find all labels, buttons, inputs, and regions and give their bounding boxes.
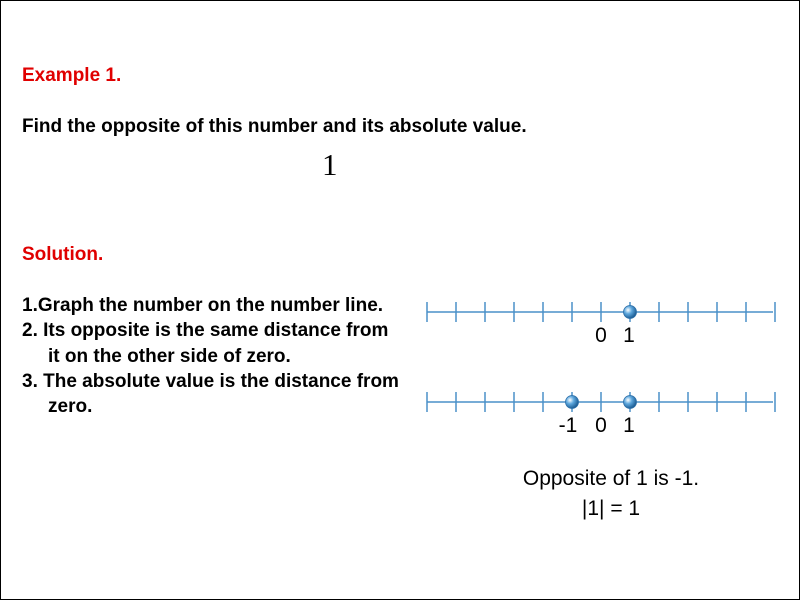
- number-line-opposite-label-0: 0: [595, 414, 607, 437]
- absolute-value-result: |1| = 1: [581, 497, 641, 520]
- solution-step-3: 3. The absolute value is the distance from zero.: [22, 370, 399, 418]
- point-1: [624, 396, 637, 409]
- solution-step-2: 2. Its opposite is the same distance from it on the other side of zero.: [22, 320, 389, 367]
- solution-steps: [22, 293, 402, 419]
- opposite-result: Opposite of 1 is -1.: [522, 467, 700, 490]
- number-line-original-label-0: 0: [595, 324, 607, 347]
- number-line-opposite-label-1: 1: [623, 414, 635, 437]
- problem-prompt: Find the opposite of this number and its absolute value.: [22, 116, 527, 137]
- solution-title: Solution.: [22, 244, 104, 265]
- given-number: 1: [322, 147, 338, 182]
- point-neg1: [566, 396, 579, 409]
- example-title: Example 1.: [22, 65, 122, 86]
- solution-step-1: 1.Graph the number on the number line.: [22, 295, 384, 316]
- point-1: [624, 306, 637, 319]
- number-line-original-label-1: 1: [623, 324, 635, 347]
- number-line-opposite-label-neg1: -1: [558, 414, 578, 437]
